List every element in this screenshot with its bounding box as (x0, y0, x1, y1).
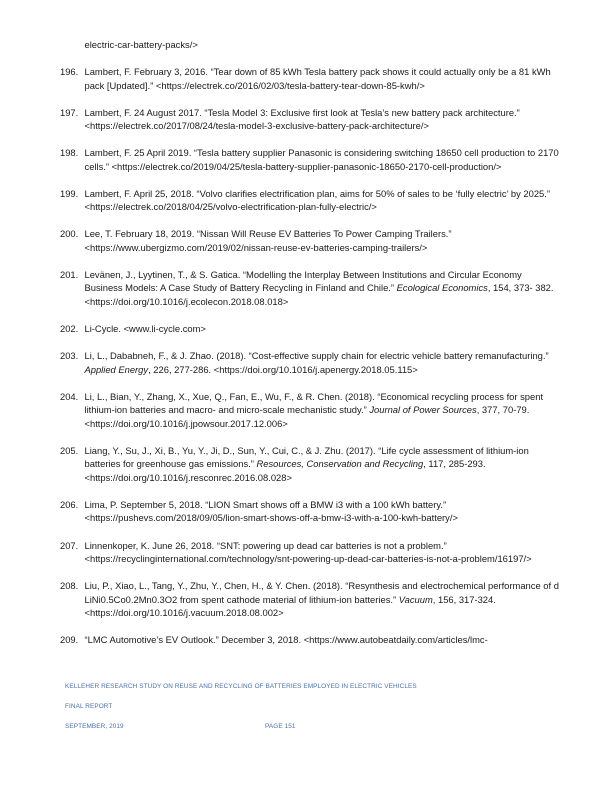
reference-text: Levänen, J., Lyytinen, T., & S. Gatica. “Modelling the Interplay Between Institutions and Circular Economy Business Models: A Case Study of Battery Recycling in Finland and Chile.” Ecological Economics, 154, 373- 382. <https://doi.org/10.1016/j.ecolecon.2018.08.018> (84, 268, 554, 307)
reference-197 (60, 106, 560, 133)
reference-206 (60, 498, 560, 525)
reference-207 (60, 539, 560, 566)
footer-report-label: FINAL REPORT (65, 703, 113, 710)
reference-204 (60, 390, 560, 431)
reference-text: Lambert, F. February 3, 2016. “Tear down of 85 kWh Tesla battery pack shows it could actually only be a 81 kWh pack [Updated].” <https://electrek.co/2016/02/03/tesla-battery-tear-down-85-kwh/> (84, 66, 551, 91)
journal-name: Vacuum (398, 593, 433, 605)
reference-number: 205. (60, 444, 79, 456)
page-number: PAGE 151 (265, 723, 296, 730)
reference-text: Lambert, F. 24 August 2017. “Tesla Model 3: Exclusive first look at Tesla’s new battery pack architecture.” <https://electrek.co/2017/08/24/tesla-model-3-exclusive-battery-pack-architecture/> (84, 106, 520, 132)
footer-date: SEPTEMBER, 2019 (65, 723, 124, 730)
reference-text: Li, L., Bian, Y., Zhang, X., Xue, Q., Fan, E., Wu, F., & R. Chen. (2018). “Economical recycling process for spent lithium-ion batteries and macro- and micro-scale mechanistic study.” Journal of Power Sources, 377, 70-79. <https://doi.org/10.1016/j.jpowsour.2017.12.006> (84, 390, 544, 429)
reference-196 (60, 65, 560, 92)
reference-number: 199. (60, 187, 79, 199)
page-footer (65, 677, 417, 737)
reference-text: Li, L., Dababneh, F., & J. Zhao. (2018). “Cost-effective supply chain for electric vehicle battery remanufacturing.” Applied Energy, 226, 277-286. <https://doi.org/10.1016/j.apenergy.2018.05.115> (84, 350, 549, 375)
reference-number: 200. (60, 228, 79, 240)
reference-number: 207. (60, 539, 79, 551)
reference-number: 197. (60, 106, 79, 118)
reference-number: 204. (60, 390, 79, 402)
reference-text: Liang, Y., Su, J., Xi, B., Yu, Y., Ji, D., Sun, Y., Cui, C., & J. Zhu. (2017). “Life cycle assessment of lithium-ion batteries for greenhouse gas emissions.” Resources, Conservation and Recycling, 117, 285-293. <https://doi.org/10.1016/j.resconrec.2016.08.028> (84, 444, 529, 483)
reference-text: Lima, P. September 5, 2018. “LION Smart shows off a BMW i3 with a 100 kWh battery.” <https://pushevs.com/2018/09/05/lion-smart-shows-off-a-bmw-i3-with-a-100-kwh-battery/> (84, 498, 458, 524)
reference-text: Li-Cycle. <www.li-cycle.com> (84, 323, 206, 335)
reference-text: Linnenkoper, K. June 26, 2018. “SNT: powering up dead car batteries is not a problem.” <https://recyclinginternational.com/technology/snt-powering-up-dead-car-batteries-is-not-a-problem/16197/> (84, 539, 532, 565)
reference-208 (60, 579, 560, 620)
reference-text: Liu, P., Xiao, L., Tang, Y., Zhu, Y., Chen, H., & Y. Chen. (2018). “Resynthesis and electrochemical performance of d LiNi0.5Co0.2Mn0.3O2 from spent cathode material of lithium-ion batteries.” Vacuum, 156, 317-324. <https://doi.org/10.1016/j.vacuum.2018.08.002> (84, 580, 559, 619)
reference-200 (60, 227, 560, 254)
reference-number: 203. (60, 350, 79, 362)
reference-number: 208. (60, 580, 79, 592)
reference-number: 206. (60, 498, 79, 510)
reference-text: “LMC Automotive’s EV Outlook.” December 3, 2018. <https://www.autobeatdaily.com/articles/lmc- (84, 634, 488, 646)
reference-203 (60, 349, 560, 376)
reference-text: Lambert, F. 25 April 2019. “Tesla battery supplier Panasonic is considering switching 18650 cell production to 2170 cells.” <https://electrek.co/2019/04/25/tesla-battery-supplier-panasonic-18650-2170-cell-production/> (84, 147, 559, 172)
reference-number: 202. (60, 323, 79, 335)
reference-201 (60, 268, 560, 309)
reference-text: Lee, T. February 18, 2019. “Nissan Will Reuse EV Batteries To Power Camping Trailers.” <https://www.ubergizmo.com/2019/02/nissan-reuse-ev-batteries-camping-trailers/> (84, 228, 452, 253)
reference-202 (60, 322, 560, 336)
reference-205 (60, 444, 560, 485)
journal-name: Resources, Conservation and Recycling (256, 458, 424, 470)
reference-199 (60, 187, 560, 214)
reference-198 (60, 146, 560, 173)
reference-number: 196. (60, 66, 79, 77)
reference-text: Lambert, F. April 25, 2018. “Volvo clarifies electrification plan, aims for 50% of sales to be ‘fully electric’ by 2025.” <https://electrek.co/2018/04/25/volvo-electrification-plan-fully-electric/> (84, 187, 550, 213)
reference-number: 209. (60, 634, 79, 646)
reference-list (60, 38, 560, 660)
journal-name: Ecological Economics (396, 282, 488, 294)
footer-date-row (65, 717, 417, 737)
reference-209 (60, 633, 560, 647)
journal-name: Journal of Power Sources (369, 404, 477, 416)
reference-number: 201. (60, 268, 79, 280)
journal-name: Applied Energy (84, 363, 149, 375)
reference-number: 198. (60, 147, 79, 159)
footer-title: KELLEHER RESEARCH STUDY ON REUSE AND RECYCLING OF BATTERIES EMPLOYED IN ELECTRIC VEHICLES (65, 683, 417, 690)
reference-continuation: electric-car-battery-packs/> (84, 39, 198, 50)
